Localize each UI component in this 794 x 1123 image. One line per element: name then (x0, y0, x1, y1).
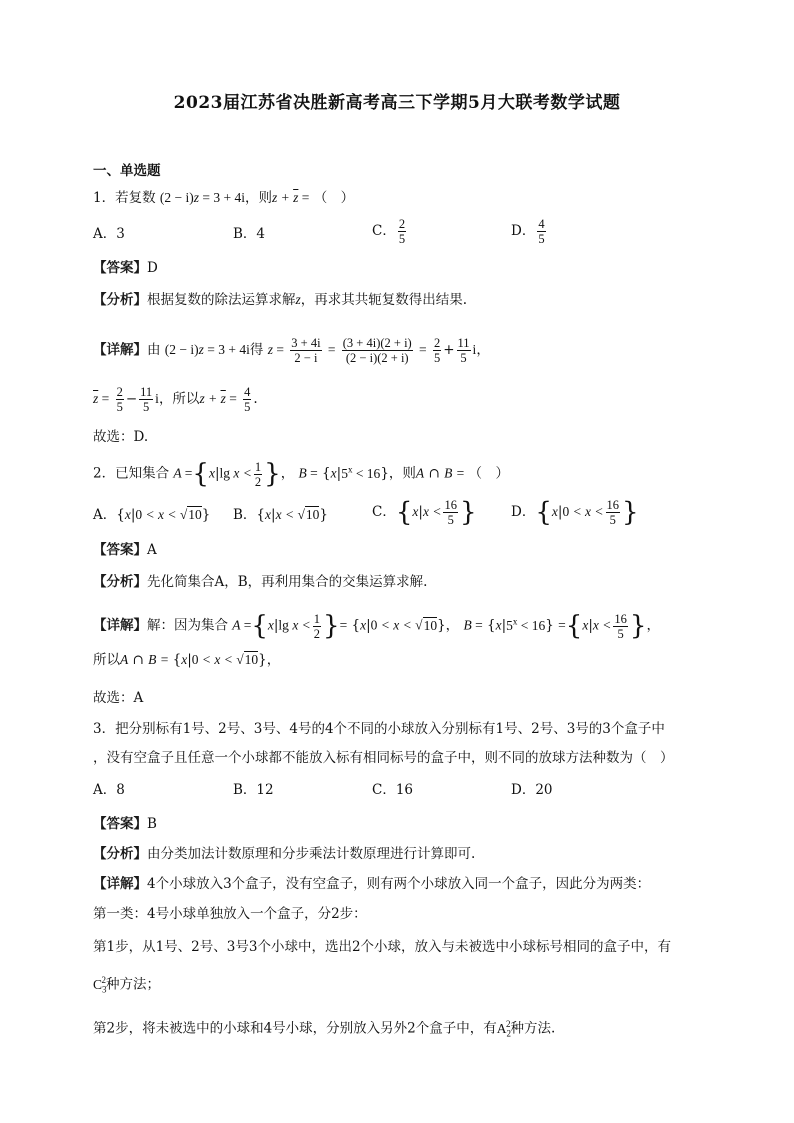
option-a: A．{x|0 < x < √10} (93, 507, 211, 523)
math-expression: (2 − i)z = 3 + 4i (159, 190, 245, 205)
option-b: B．4 (233, 226, 266, 242)
question-2-stem: 2．已知集合 A ={x|lg x < $\frac{1}{2}$ }， $B = \{x|5^x < 16\}$，则A ∩ B = （ ） (93, 459, 510, 489)
option-d: D． $\frac{4}{5}$ (511, 217, 545, 246)
detail-3-line4: $C_3^2$种方法； (93, 975, 161, 995)
detail-3-line3: 第1步，从1号、2号、3号3个小球中，选出2个小球，放入与未被选中小球标号相同的盒子中，有 (93, 939, 672, 955)
detail-3-line2: 第一类：4号小球单独放入一个盒子，分2步： (93, 906, 367, 922)
analysis-3: 【分析】由分类加法计数原理和分步乘法计数原理进行计算即可. (93, 846, 476, 862)
detail-2-line2: 所以A ∩ B = {x|0 < x < √10}， (93, 652, 281, 668)
detail-1-line1: 【详解】由 (2 − i)z = 3 + 4i得 z = $\frac{3 + 4i}{2 - i}$ = $\frac{(3 + 4i)(2 + i)}{(2 - i)(2 + i)}$ = $\frac{2}{5}$ + $\frac{11}{5}$ i， (93, 336, 490, 365)
conclusion-1: 故选：D. (93, 429, 149, 445)
option-d: D．20 (511, 782, 553, 798)
math-expression: $z + \overline{z}$ = (272, 190, 310, 205)
question-1-stem: 1．若复数 (2 − i)z = 3 + 4i，则$z + \overline{z}$ = （ ） (93, 190, 355, 206)
answer-1: 【答案】D (93, 260, 158, 276)
option-d: D．{x|0 < x < $\frac{16}{5}$ } (511, 497, 639, 528)
option-c: C．16 (372, 782, 414, 798)
option-b: B．{x|x < √10} (233, 507, 328, 523)
conclusion-2: 故选：A (93, 690, 144, 706)
analysis-1: 【分析】根据复数的除法运算求解z，再求其共轭复数得出结果. (93, 292, 468, 308)
detail-1-line2: $\overline{z}$ = $\frac{2}{5}$ − $\frac{11}{5}$ i，所以$z + \overline{z}$ = $\frac{4}{5}$ . (93, 385, 258, 414)
option-a: A．8 (93, 782, 125, 798)
option-b: B．12 (233, 782, 274, 798)
answer-2: 【答案】A (93, 542, 157, 558)
question-3-stem-line2: ，没有空盒子且任意一个小球都不能放入标有相同标号的盒子中，则不同的放球方法种数为（ ） (93, 750, 674, 766)
page-title: 2023届江苏省决胜新高考高三下学期5月大联考数学试题 (173, 93, 621, 113)
option-a: A．3 (93, 226, 125, 242)
section-heading: 一、单选题 (93, 163, 161, 179)
option-c: C．{x|x < $\frac{16}{5}$ } (372, 497, 477, 528)
answer-3: 【答案】B (93, 816, 157, 832)
detail-2-line1: 【详解】解：因为集合 A ={x|lg x < $\frac{1}{2}$ }= {x|0 < x < √10}， $B = \{x|5^x < 16\} =\{x|x$ < $\frac{16}{5}$ }， (93, 611, 660, 641)
detail-3-line5: 第2步，将未被选中的小球和4号小球，分别放入另外2个盒子中，有$A_2^2$种方法. (93, 1019, 556, 1039)
detail-3-line1: 【详解】4个小球放入3个盒子，没有空盒子，则有两个小球放入同一个盒子，因此分为两类： (93, 876, 651, 892)
option-c: C． $\frac{2}{5}$ (372, 217, 406, 246)
analysis-2: 【分析】先化简集合A，B，再利用集合的交集运算求解. (93, 574, 428, 590)
question-3-stem-line1: 3．把分别标有1号、2号、3号、4号的4个不同的小球放入分别标有1号、2号、3号的3个盒子中 (93, 721, 665, 737)
